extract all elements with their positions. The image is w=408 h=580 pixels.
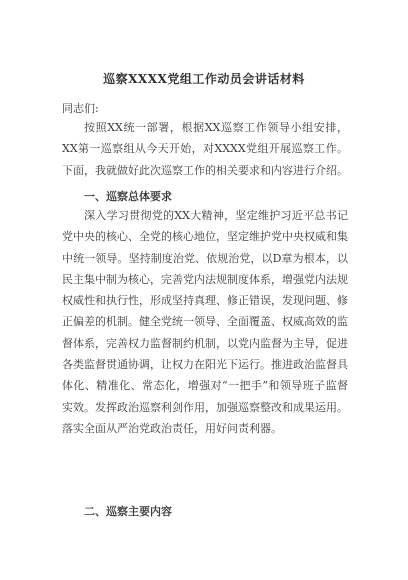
body-paragraph-2: 深入学习贯彻党的XX大精神，坚定维护习近平总书记党中央的核心、全党的核心地位，坚定维护党中央权威和集中统一领导。坚持制度治党、依规治党，以D章为根本，以民主集中制为核心，完善党内法规制度体系，增强党内法规权威性和执行性，形成坚持真理、修正错误，发现问题、修正偏差的机制。健全党统一领导、全面覆盖、权威高效的监督体系，完善权力监督制约机制，以党内监督为主导，促进各类监督贯通协调，让权力在阳光下运行。推进政治监督具体化、精准化、常态化，增强对“一把手”和领导班子监督实效。发挥政治巡察利剑作用，加强巡察整改和成果运用。落实全面从严治党政治责任，用好问责利器。 [62, 209, 348, 435]
section-heading-2: 二、巡察主要内容 [84, 505, 172, 518]
document-title: 巡察XXXX党组工作动员会讲话材料 [103, 72, 305, 86]
salutation: 同志们: [62, 102, 99, 115]
body-paragraph-1: 按照XX统一部署，根据XX巡察工作领导小组安排，XX第一巡察组从今天开始，对XXXX党组开展巡察工作。下面，我就做好此次巡察工作的相关要求和内容进行介绍。 [62, 121, 348, 177]
section-heading-1: 一、巡察总体要求 [84, 190, 172, 203]
